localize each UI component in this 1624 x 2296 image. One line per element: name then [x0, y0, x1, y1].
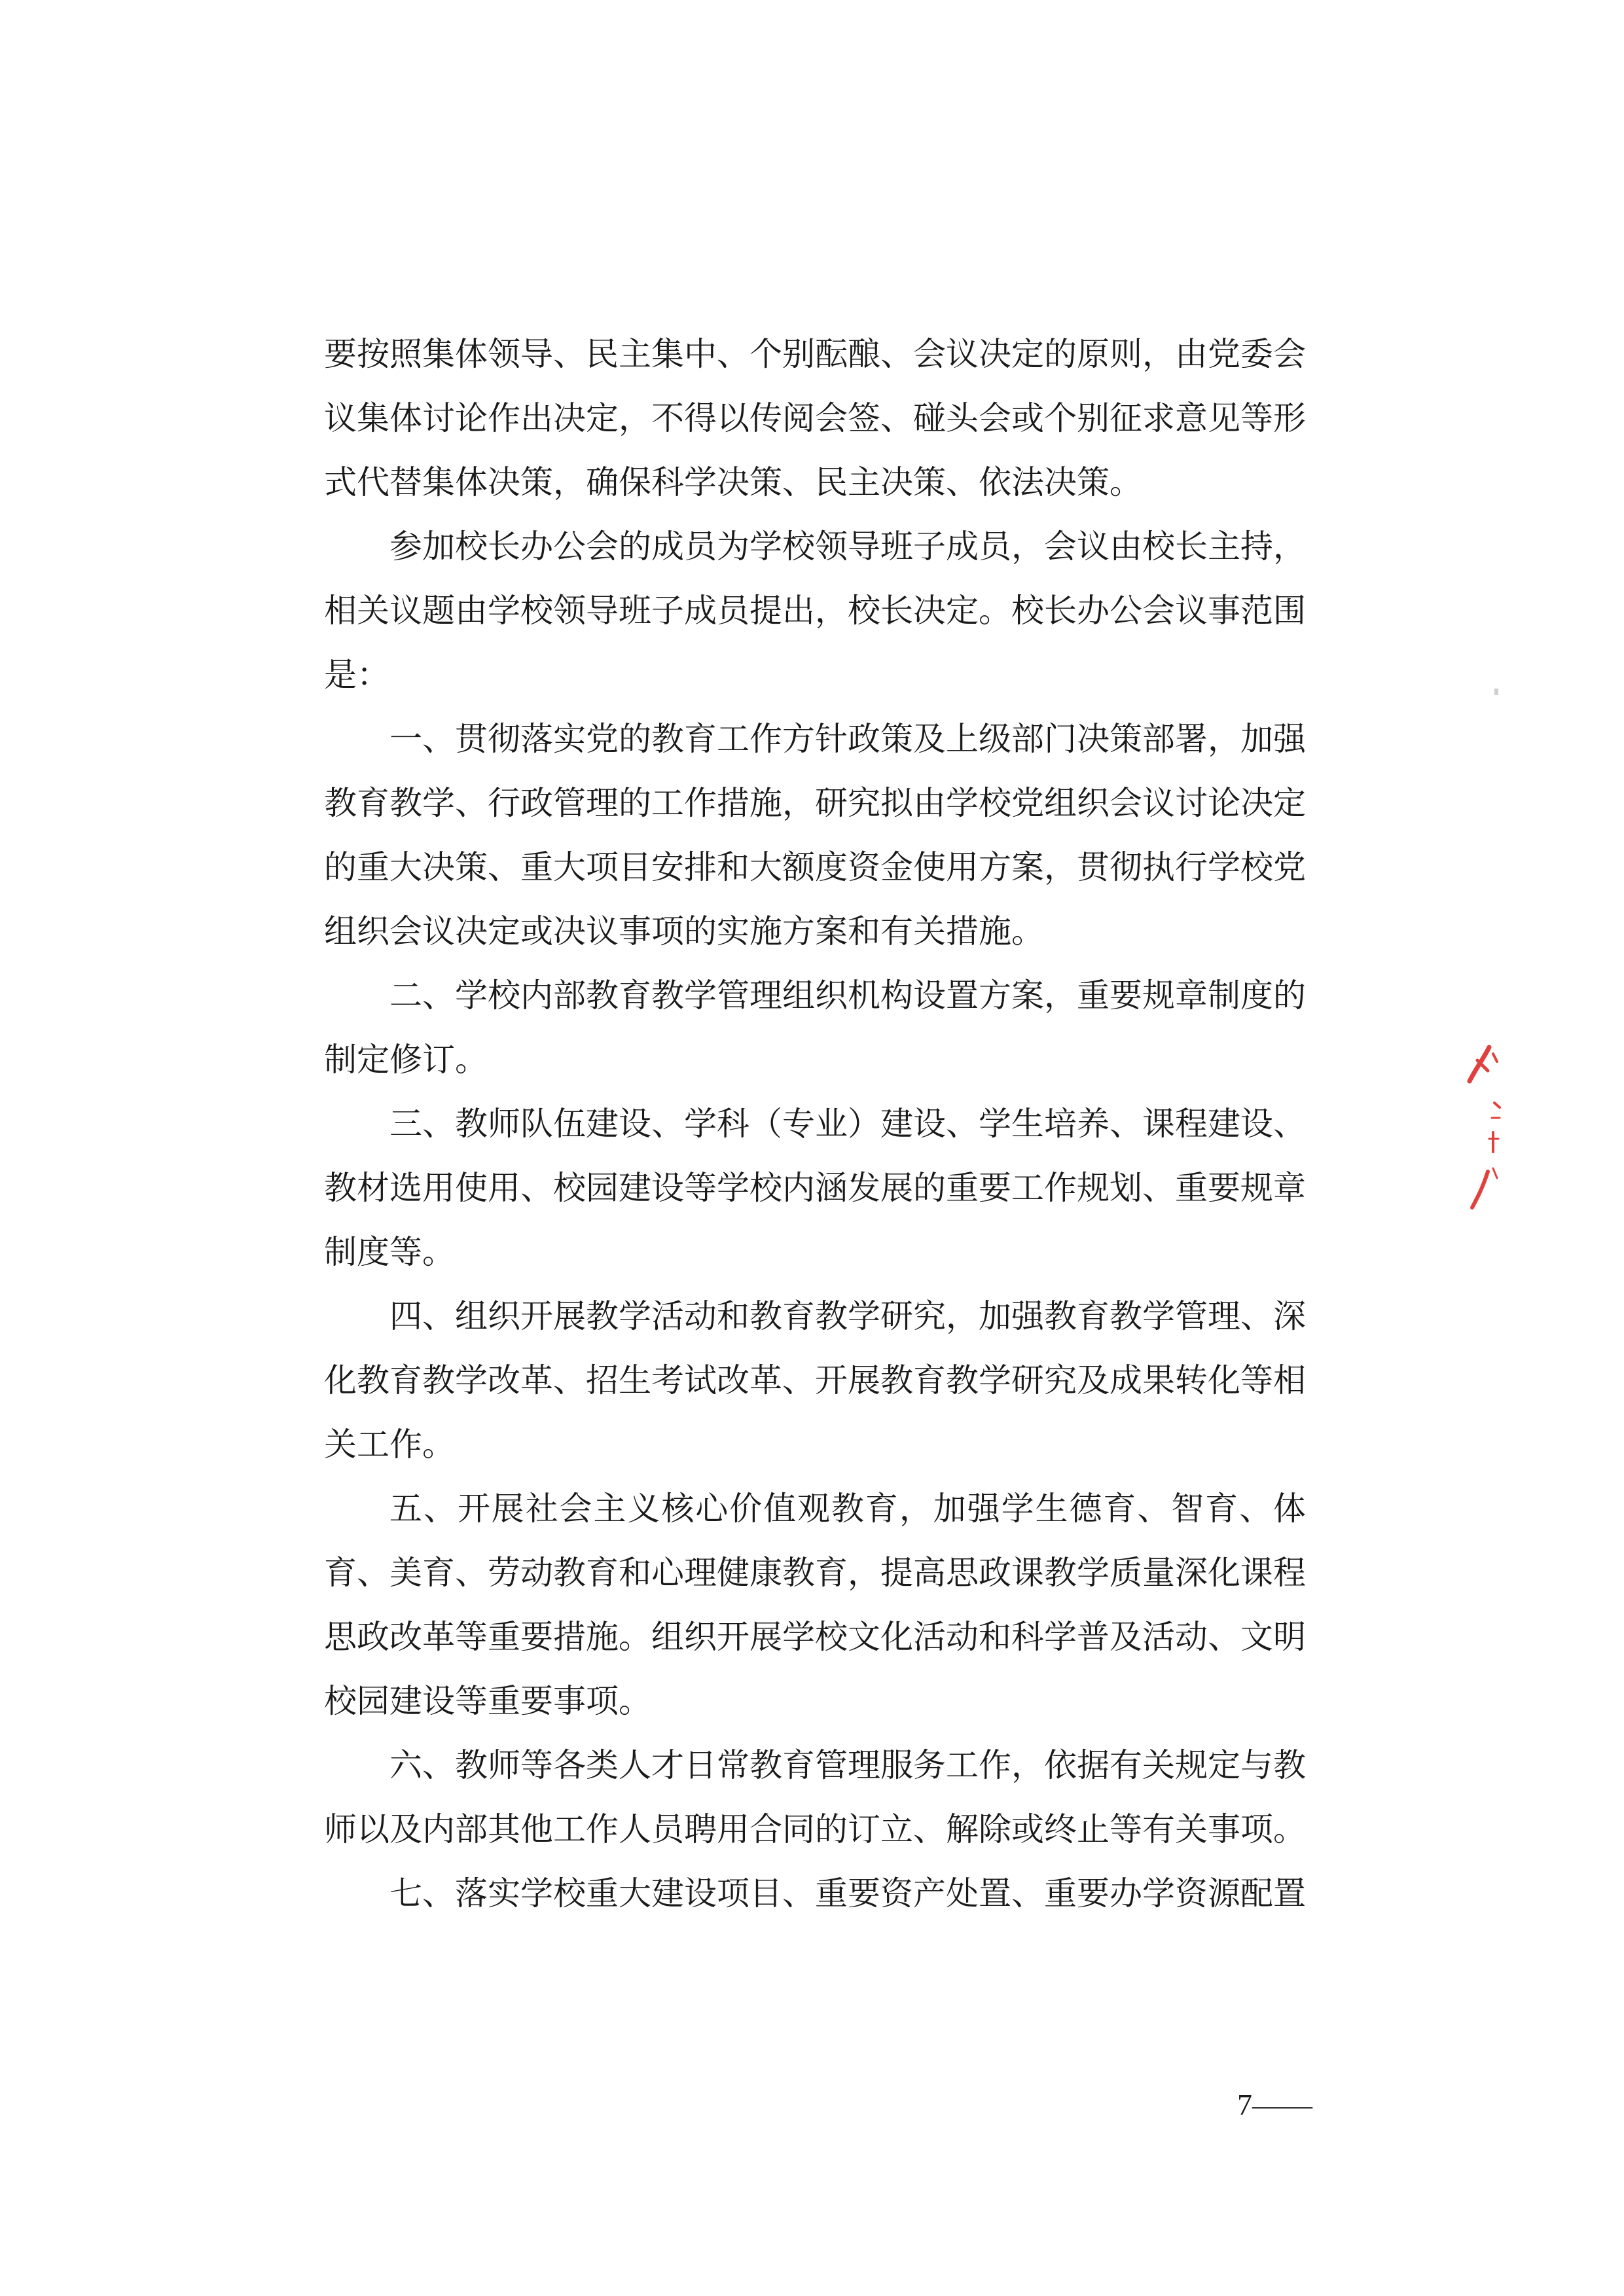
paragraph-item-4: 四、组织开展教学活动和教育教学研究，加强教育教学管理、深化教育教学改革、招生考试改革、开展教育教学研究及成果转化等相关工作。: [324, 1297, 1306, 1463]
scan-speck-icon: [1494, 689, 1498, 695]
paragraph-item-1: 一、贯彻落实党的教育工作方针政策及上级部门决策部署，加强教育教学、行政管理的工作措施，研究拟由学校党组织会议讨论决定的重大决策、重大项目安排和大额度资金使用方案，贯彻执行学校党组织会议决定或决议事项的实施方案和有关措施。: [324, 720, 1306, 950]
paragraph-item-7: 七、落实学校重大建设项目、重要资产处置、重要办学资源配置: [389, 1874, 1306, 1912]
paragraph-item-2: 二、学校内部教育教学管理组织机构设置方案，重要规章制度的制定修订。: [324, 977, 1306, 1079]
paragraph-item-5: 五、开展社会主义核心价值观教育，加强学生德育、智育、体育、美育、劳动教育和心理健康教育，提高思政课教学质量深化课程思政改革等重要措施。组织开展学校文化活动和科学普及活动、文明校园建设等重要事项。: [324, 1490, 1306, 1720]
paragraph-item-3: 三、教师队伍建设、学科（专业）建设、学生培养、课程建设、教材选用使用、校园建设等学校内涵发展的重要工作规划、重要规章制度等。: [324, 1105, 1306, 1271]
page-number: 7——: [1237, 2088, 1312, 2121]
document-body: [324, 322, 1306, 1926]
paragraph-item-6: 六、教师等各类人才日常教育管理服务工作，依据有关规定与教师以及内部其他工作人员聘用合同的订立、解除或终止等有关事项。: [324, 1746, 1306, 1848]
red-seal-edge-icon: [1463, 1041, 1502, 1211]
paragraph-principal-office-meeting: 参加校长办公会的成员为学校领导班子成员，会议由校长主持，相关议题由学校领导班子成员提出，校长决定。校长办公会议事范围是：: [324, 528, 1306, 694]
paragraph-continuation: 要按照集体领导、民主集中、个别酝酿、会议决定的原则，由党委会议集体讨论作出决定，不得以传阅会签、碰头会或个别征求意见等形式代替集体决策，确保科学决策、民主决策、依法决策。: [324, 335, 1306, 501]
